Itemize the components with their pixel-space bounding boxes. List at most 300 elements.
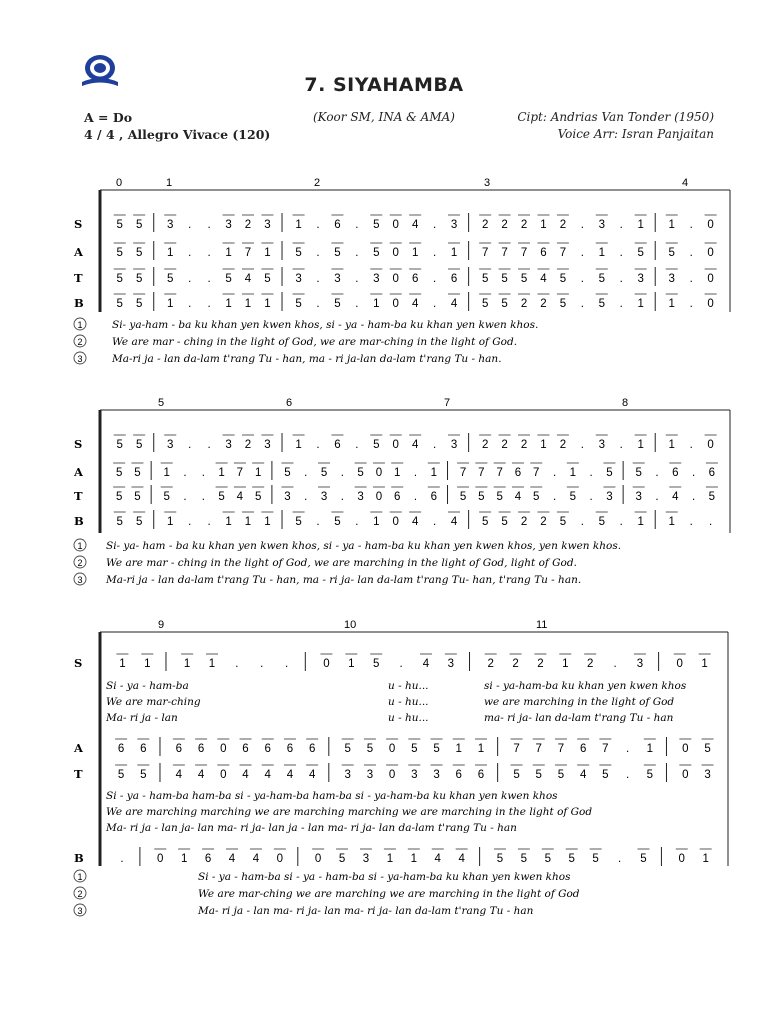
lyric-line: Ma- ri ja - lan ma- ri ja- lan ma- ri ja- lan da-lam t'rang Tu - han (198, 905, 534, 917)
staff-t-note: 5 (559, 273, 567, 285)
staff-a-note: 7 (459, 467, 467, 479)
staff-a-note: 1 (430, 467, 438, 479)
song-title: 7. SIYAHAMBA (304, 74, 464, 96)
staff-s-note: . (260, 658, 264, 670)
lyric-line: Ma-ri ja - lan da-lam t'rang Tu - han, ma - ri ja- lan da-lam t'rang Tu- han, t'rang Tu - han. (106, 574, 582, 586)
staff-a-note: 5 (284, 467, 291, 479)
staff-b-note: 1 (167, 516, 174, 528)
staff-b-note: 1 (702, 853, 709, 865)
staff-a-note: 1 (254, 467, 262, 479)
staff-b-note: 5 (295, 516, 302, 528)
lyric-line: u - hu... (388, 712, 429, 724)
staff-t-note: 3 (635, 491, 642, 503)
staff-t-note: 5 (602, 769, 609, 781)
staff-a-note: 7 (535, 743, 542, 755)
staff-s-note: . (188, 219, 192, 231)
staff-s-note: . (580, 219, 584, 231)
voice-label-b: B (74, 851, 84, 865)
verse-marker-number: 2 (77, 337, 83, 347)
staff-a-note: 7 (501, 247, 508, 259)
staff-a-note: 1 (646, 743, 654, 755)
lyric-line: si - ya-ham-ba ku khan yen kwen khos (484, 680, 687, 692)
staff-t-note: 4 (308, 769, 316, 781)
staff-s-note: . (433, 439, 437, 451)
staff-t-note: 6 (455, 769, 462, 781)
staff-a-note: 5 (637, 247, 644, 259)
staff-s-note: 1 (348, 658, 355, 670)
staff-a-note: . (552, 467, 557, 479)
lyric-line: ma- ri ja- lan da-lam t'rang Tu - han (484, 712, 674, 724)
staff-s-note: 2 (501, 219, 508, 231)
staff-a-note: 0 (220, 743, 227, 755)
staff-b-note: 1 (225, 516, 232, 528)
staff-s-note: . (316, 439, 320, 451)
staff-s-note: 2 (501, 439, 508, 451)
staff-s-note: 4 (411, 439, 419, 451)
staff-t-note: 5 (167, 273, 174, 285)
staff-b-note: 5 (116, 298, 123, 310)
staff-b-note: 5 (116, 516, 123, 528)
staff-s-note: 6 (334, 439, 341, 451)
staff-s-note: . (433, 219, 437, 231)
staff-a-note: 1 (225, 247, 232, 259)
staff-s-note: . (619, 219, 623, 231)
staff-t-note: 5 (117, 769, 125, 781)
staff-a-note: 1 (569, 467, 577, 479)
staff-b-note: . (120, 853, 124, 865)
staff-s-note: 0 (676, 658, 683, 670)
staff-t-note: 0 (682, 769, 689, 781)
staff-b-note: 1 (225, 298, 232, 310)
staff-t-note: 5 (496, 491, 503, 503)
staff-b-note: . (188, 516, 192, 528)
staff-a-note: 0 (707, 247, 714, 259)
staff-b-note: 1 (668, 298, 675, 310)
staff-t-note: 5 (116, 273, 123, 285)
staff-b-note: 1 (373, 298, 380, 310)
staff-b-note: 2 (520, 516, 528, 528)
measure-number: 3 (484, 177, 491, 189)
staff-a-note: 5 (668, 247, 675, 259)
voice-label-a: A (74, 465, 83, 479)
staff-t-note: 0 (220, 769, 227, 781)
staff-a-note: 5 (704, 743, 711, 755)
staff-s-note: 1 (701, 658, 708, 670)
staff-s-note: 2 (520, 219, 528, 231)
staff-a-note: 7 (602, 743, 609, 755)
staff-t-note: 3 (357, 491, 364, 503)
staff-s-note: 2 (586, 658, 594, 670)
staff-b-note: 1 (264, 516, 271, 528)
staff-s-note: 2 (244, 439, 252, 451)
staff-b-note: 4 (252, 853, 260, 865)
staff-a-note: 6 (242, 743, 249, 755)
staff-s-note: 2 (520, 439, 528, 451)
staff-t-note: 5 (646, 769, 654, 781)
staff-b-note: 0 (392, 516, 399, 528)
staff-a-note: . (183, 467, 187, 479)
staff-t-note: 3 (373, 273, 380, 285)
staff-a-note: 5 (373, 247, 380, 259)
verse-marker-number: 2 (77, 558, 83, 568)
staff-b-note: 5 (496, 853, 504, 865)
staff-a-note: 7 (244, 247, 252, 259)
staff-s-note: 3 (225, 219, 232, 231)
staff-s-note: . (235, 658, 239, 670)
staff-s-note: 0 (707, 219, 714, 231)
staff-t-note: 5 (254, 491, 262, 503)
staff-a-note: . (413, 467, 418, 479)
staff-s-note: 3 (225, 439, 232, 451)
staff-t-note: . (691, 491, 696, 503)
staff-a-note: . (625, 743, 630, 755)
staff-s-note: 0 (392, 219, 399, 231)
staff-t-note: 0 (392, 273, 399, 285)
staff-b-note: 5 (520, 853, 528, 865)
staff-s-note: 1 (295, 219, 302, 231)
staff-a-note: 5 (366, 743, 374, 755)
staff-t-note: 0 (707, 273, 714, 285)
staff-t-note: 3 (320, 491, 328, 503)
staff-t-note: 4 (236, 491, 244, 503)
staff-b-note: 5 (481, 298, 489, 310)
staff-a-note: . (691, 467, 696, 479)
staff-b-note: . (207, 298, 211, 310)
staff-s-note: . (355, 439, 359, 451)
staff-a-note: 6 (175, 743, 183, 755)
staff-a-note: 0 (682, 743, 689, 755)
staff-s-note: 5 (135, 439, 143, 451)
staff-b-note: 2 (520, 298, 528, 310)
staff-b-note: 4 (458, 853, 465, 865)
staff-a-note: . (304, 467, 308, 479)
staff-t-note: . (689, 273, 693, 285)
staff-a-note: 6 (117, 743, 125, 755)
staff-t-note: 5 (163, 491, 170, 503)
staff-b-note: 1 (668, 516, 675, 528)
staff-b-note: 4 (411, 516, 419, 528)
staff-s-note: 1 (668, 439, 675, 451)
staff-t-note: 4 (286, 769, 294, 781)
verse-marker-number: 3 (77, 906, 83, 916)
voice-label-a: A (74, 741, 83, 755)
staff-t-note: 6 (394, 491, 401, 503)
staff-b-note: 4 (411, 298, 419, 310)
staff-a-note: 7 (236, 467, 244, 479)
staff-a-note: 6 (708, 467, 716, 479)
measure-number: 2 (314, 177, 321, 189)
staff-t-note: 6 (450, 273, 458, 285)
staff-b-note: 5 (598, 298, 605, 310)
staff-t-note: 3 (366, 769, 374, 781)
staff-b-note: . (207, 516, 211, 528)
staff-t-note: 5 (218, 491, 225, 503)
staff-b-note: 5 (598, 516, 605, 528)
staff-s-note: 5 (373, 658, 380, 670)
staff-t-note: . (619, 273, 623, 285)
lyric-line: We are mar-ching we are marching we are marching in the light of God (198, 888, 580, 900)
staff-b-note: 1 (637, 516, 644, 528)
staff-a-note: 7 (478, 467, 485, 479)
staff-s-note: . (399, 658, 403, 670)
staff-t-note: 6 (477, 769, 485, 781)
voice-label-t: T (74, 489, 83, 503)
staff-s-note: 3 (447, 658, 455, 670)
staff-a-note: 5 (344, 743, 351, 755)
measure-number: 5 (158, 397, 165, 409)
staff-b-note: . (617, 853, 622, 865)
staff-s-note: 0 (323, 658, 330, 670)
staff-s-note: 0 (392, 439, 399, 451)
staff-t-note: 4 (579, 769, 587, 781)
staff-t-note: 5 (520, 273, 528, 285)
lyric-line: Si- ya- ham - ba ku khan yen kwen khos, si - ya - ham-ba ku khan yen kwen khos, yen kwen khos. (106, 540, 622, 552)
staff-a-note: 6 (286, 743, 294, 755)
staff-b-note: . (689, 516, 693, 528)
lyric-line: Si - ya - ham-ba (106, 680, 189, 692)
staff-t-note: 0 (375, 491, 383, 503)
staff-a-note: 6 (264, 743, 271, 755)
staff-s-note: . (613, 658, 617, 670)
staff-s-note: 2 (481, 219, 489, 231)
staff-a-note: 5 (357, 467, 364, 479)
measure-number: 4 (682, 177, 689, 189)
staff-s-note: 2 (559, 219, 567, 231)
staff-t-note: 3 (334, 273, 341, 285)
staff-a-note: . (316, 247, 320, 259)
lyric-line: Si- ya-ham - ba ku khan yen kwen khos, si - ya - ham-ba ku khan yen kwen khos. (112, 319, 539, 331)
staff-s-note: 3 (450, 439, 458, 451)
staff-s-note: . (580, 439, 584, 451)
staff-a-note: . (201, 467, 205, 479)
staff-b-note: 1 (244, 298, 252, 310)
staff-t-note: 3 (284, 491, 291, 503)
staff-t-note: . (207, 273, 211, 285)
staff-s-note: 3 (598, 219, 605, 231)
staff-s-note: . (207, 219, 211, 231)
staff-t-note: 5 (535, 769, 542, 781)
staff-a-note: 5 (295, 247, 302, 259)
staff-b-note: 1 (167, 298, 174, 310)
staff-s-note: 3 (167, 219, 174, 231)
staff-s-note: . (285, 658, 289, 670)
staff-t-note: . (589, 491, 593, 503)
verse-marker-number: 1 (77, 872, 83, 882)
staff-a-note: 0 (375, 467, 383, 479)
staff-t-note: . (655, 491, 659, 503)
staff-a-note: 6 (672, 467, 679, 479)
staff-t-note: 5 (134, 491, 141, 503)
staff-s-note: 3 (598, 439, 605, 451)
staff-b-note: . (316, 298, 320, 310)
staff-b-note: 5 (501, 298, 508, 310)
staff-t-note: 4 (197, 769, 205, 781)
staff-s-note: 4 (422, 658, 430, 670)
staff-a-note: . (207, 247, 211, 259)
staff-t-note: . (433, 273, 437, 285)
staff-a-note: 5 (116, 247, 123, 259)
staff-s-note: 3 (636, 658, 644, 670)
staff-t-note: 4 (540, 273, 547, 285)
staff-s-note: . (689, 439, 693, 451)
staff-a-note: 1 (163, 467, 170, 479)
staff-t-note: 6 (430, 491, 438, 503)
staff-b-note: 4 (450, 298, 458, 310)
staff-b-note: 0 (678, 853, 685, 865)
staff-a-note: . (188, 247, 192, 259)
staff-b-note: 6 (204, 853, 212, 865)
staff-t-note: 5 (501, 273, 508, 285)
staff-b-note: . (709, 516, 713, 528)
staff-a-note: 1 (167, 247, 174, 259)
staff-a-note: . (580, 247, 584, 259)
staff-s-note: 1 (208, 658, 216, 670)
staff-t-note: 5 (115, 491, 123, 503)
staff-t-note: . (580, 273, 584, 285)
staff-b-note: 1 (410, 853, 418, 865)
staff-t-note: 5 (140, 769, 147, 781)
staff-b-note: . (580, 516, 584, 528)
voice-label-s: S (74, 217, 83, 231)
lyric-line: we are marching in the light of God (484, 696, 675, 708)
staff-a-note: . (655, 467, 659, 479)
staff-t-note: . (316, 273, 320, 285)
staff-b-note: . (355, 516, 359, 528)
staff-b-note: 5 (568, 853, 575, 865)
staff-a-note: . (433, 247, 437, 259)
measure-number: 7 (444, 397, 451, 409)
lyric-line: Ma-ri ja - lan da-lam t'rang Tu - han, ma - ri ja-lan da-lam t'rang Tu - han. (112, 353, 502, 365)
staff-a-note: 6 (514, 467, 522, 479)
staff-s-note: 6 (334, 219, 341, 231)
staff-b-note: . (355, 298, 359, 310)
staff-t-note: 4 (672, 491, 679, 503)
staff-t-note: . (552, 491, 557, 503)
staff-t-note: . (183, 491, 187, 503)
staff-a-note: . (355, 247, 359, 259)
staff-s-note: 1 (119, 658, 126, 670)
staff-t-note: 3 (344, 769, 351, 781)
staff-s-note: . (316, 219, 320, 231)
staff-b-note: 0 (392, 298, 399, 310)
staff-a-note: 5 (135, 247, 143, 259)
verse-marker-number: 2 (77, 889, 83, 899)
staff-b-note: . (689, 298, 693, 310)
staff-b-note: 2 (540, 298, 547, 310)
staff-b-note: 3 (362, 853, 370, 865)
staff-b-note: 5 (334, 298, 341, 310)
staff-t-note: 5 (225, 273, 232, 285)
staff-s-note: 1 (668, 219, 675, 231)
staff-t-note: . (355, 273, 359, 285)
staff-t-note: 3 (411, 769, 418, 781)
staff-t-note: 5 (708, 491, 716, 503)
staff-s-note: 2 (244, 219, 252, 231)
staff-b-note: . (433, 516, 437, 528)
staff-s-note: 2 (512, 658, 519, 670)
staff-a-note: 7 (557, 743, 565, 755)
staff-t-note: 6 (411, 273, 419, 285)
tempo-marking: 4 / 4 , Allegro Vivace (120) (84, 127, 271, 142)
staff-b-note: . (580, 298, 584, 310)
staff-b-note: 5 (295, 298, 302, 310)
staff-a-note: 1 (455, 743, 462, 755)
staff-a-note: 1 (411, 247, 419, 259)
staff-t-note: 4 (242, 769, 249, 781)
staff-b-note: 5 (501, 516, 508, 528)
lyric-line: Ma- ri ja - lan ja- lan ma- ri ja- lan ja - lan ma- ri ja- lan da-lam t'rang Tu - han (106, 822, 517, 834)
staff-b-note: 0 (314, 853, 322, 865)
staff-a-note: 5 (635, 467, 642, 479)
verse-marker-number: 1 (77, 541, 83, 551)
staff-a-note: 1 (394, 467, 401, 479)
staff-b-note: 5 (334, 516, 341, 528)
staff-s-note: 1 (540, 219, 547, 231)
staff-b-note: . (316, 516, 320, 528)
staff-a-note: . (340, 467, 344, 479)
staff-t-note: 3 (295, 273, 302, 285)
staff-t-note: 5 (557, 769, 565, 781)
staff-s-note: 3 (450, 219, 458, 231)
lyric-line: Ma- ri ja - lan (106, 712, 178, 724)
lyric-line: We are mar - ching in the light of God, we are marching in the light of God, light of God. (106, 557, 577, 569)
staff-t-note: 4 (244, 273, 252, 285)
staff-t-note: 5 (598, 273, 605, 285)
staff-s-note: 1 (295, 439, 302, 451)
staff-s-note: 0 (707, 439, 714, 451)
staff-s-note: 5 (116, 219, 123, 231)
staff-b-note: . (188, 298, 192, 310)
staff-t-note: 3 (704, 769, 711, 781)
staff-a-note: 1 (477, 743, 485, 755)
staff-b-note: 1 (244, 516, 252, 528)
staff-a-note: 5 (320, 467, 328, 479)
staff-b-note: 5 (135, 516, 143, 528)
staff-b-note: 1 (264, 298, 271, 310)
staff-b-note: 4 (228, 853, 236, 865)
verse-marker-number: 3 (77, 575, 83, 585)
staff-a-note: 5 (411, 743, 418, 755)
lyric-line: We are mar - ching in the light of God, we are mar-ching in the light of God. (112, 336, 518, 348)
staff-s-note: 2 (537, 658, 544, 670)
voice-label-b: B (74, 296, 84, 310)
voice-label-t: T (74, 767, 83, 781)
staff-b-note: 5 (559, 516, 567, 528)
lyric-line: We are marching marching we are marching marching we are marching in the light of God (106, 806, 593, 818)
staff-a-note: . (589, 467, 593, 479)
staff-t-note: 4 (264, 769, 271, 781)
staff-a-note: . (619, 247, 623, 259)
staff-s-note: 1 (183, 658, 191, 670)
staff-b-note: 5 (481, 516, 489, 528)
staff-s-note: 2 (481, 439, 489, 451)
lyric-line: Si - ya - ham-ba ham-ba si - ya-ham-ba ham-ba si - ya-ham-ba ku khan yen kwen khos (106, 790, 558, 802)
staff-a-note: 1 (218, 467, 225, 479)
staff-a-note: 6 (140, 743, 147, 755)
staff-b-note: 1 (180, 853, 188, 865)
staff-b-note: 0 (707, 298, 714, 310)
staff-s-note: 2 (559, 439, 567, 451)
staff-s-note: 5 (373, 219, 380, 231)
staff-b-note: 5 (338, 853, 346, 865)
staff-b-note: 0 (157, 853, 164, 865)
staff-b-note: 4 (450, 516, 458, 528)
staff-t-note: 5 (264, 273, 271, 285)
staff-b-note: 1 (373, 516, 380, 528)
staff-t-note: 5 (478, 491, 485, 503)
staff-b-note: 1 (386, 853, 394, 865)
staff-s-note: 1 (637, 439, 644, 451)
